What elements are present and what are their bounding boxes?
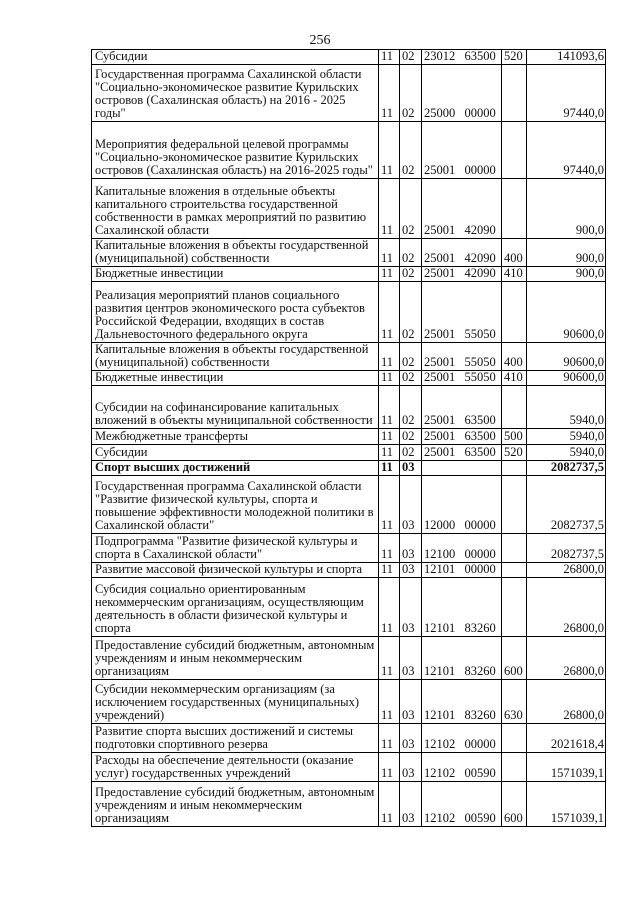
target-item-code-cell: 00000: [462, 122, 502, 179]
expense-name-cell: Спорт высших достижений: [92, 461, 379, 476]
expense-type-code-cell: [502, 753, 527, 782]
table-row: [92, 343, 606, 371]
expense-type-code-cell: 410: [502, 371, 527, 386]
target-item-code-cell: 55050: [462, 343, 502, 371]
target-item-code-cell: 00000: [462, 476, 502, 534]
target-item-code-cell: [462, 461, 502, 476]
amount-cell: 1571039,1: [527, 782, 606, 827]
expense-name-cell: Субсидии: [92, 50, 379, 65]
target-item-code-cell: 63500: [462, 386, 502, 429]
program-code-cell: 25001: [422, 386, 462, 429]
target-item-code-cell: 00000: [462, 563, 502, 578]
subsection-code-cell: 02: [400, 50, 422, 65]
program-code-cell: 25001: [422, 239, 462, 267]
program-code-cell: 25001: [422, 267, 462, 282]
subsection-code-cell: 02: [400, 282, 422, 343]
table-row: [92, 267, 606, 282]
program-code-cell: 12102: [422, 753, 462, 782]
table-row: [92, 386, 606, 429]
expense-name-cell: Предоставление субсидий бюджетным, автономным учреждениям и иным некоммерческим организациям: [92, 782, 379, 827]
table-row: [92, 782, 606, 827]
program-code-cell: 12101: [422, 680, 462, 724]
amount-cell: 90600,0: [527, 282, 606, 343]
expense-type-code-cell: 600: [502, 637, 527, 680]
target-item-code-cell: 83260: [462, 680, 502, 724]
program-code-cell: 25001: [422, 371, 462, 386]
subsection-code-cell: 03: [400, 753, 422, 782]
page-number: 256: [309, 33, 331, 48]
target-item-code-cell: 42090: [462, 239, 502, 267]
target-item-code-cell: 63500: [462, 429, 502, 445]
subsection-code-cell: 02: [400, 122, 422, 179]
program-code-cell: 12000: [422, 476, 462, 534]
expense-type-code-cell: 520: [502, 445, 527, 461]
subsection-code-cell: 03: [400, 461, 422, 476]
subsection-code-cell: 02: [400, 386, 422, 429]
section-code-cell: 11: [379, 429, 400, 445]
subsection-code-cell: 02: [400, 179, 422, 239]
subsection-code-cell: 02: [400, 445, 422, 461]
expense-name-cell: Субсидия социально ориентированным некоммерческим организациям, осуществляющим деятельность в области физической культуры и спорта: [92, 578, 379, 637]
program-code-cell: 25001: [422, 343, 462, 371]
target-item-code-cell: 63500: [462, 50, 502, 65]
expense-name-cell: Государственная программа Сахалинской области "Социально-экономическое развитие Курильских островов (Сахалинская область) на 2016 - 2025 годы": [92, 65, 379, 122]
section-code-cell: 11: [379, 445, 400, 461]
section-code-cell: 11: [379, 282, 400, 343]
program-code-cell: 25001: [422, 179, 462, 239]
expense-name-cell: Межбюджетные трансферты: [92, 429, 379, 445]
table-row: [92, 578, 606, 637]
table-row: [92, 534, 606, 563]
target-item-code-cell: 42090: [462, 179, 502, 239]
expense-name-cell: Капитальные вложения в объекты государственной (муниципальной) собственности: [92, 343, 379, 371]
subsection-code-cell: 02: [400, 371, 422, 386]
expense-type-code-cell: 520: [502, 50, 527, 65]
expense-type-code-cell: 600: [502, 782, 527, 827]
budget-table-body: [92, 50, 606, 827]
target-item-code-cell: 55050: [462, 282, 502, 343]
section-code-cell: 11: [379, 534, 400, 563]
amount-cell: 26800,0: [527, 680, 606, 724]
amount-cell: 900,0: [527, 179, 606, 239]
expense-type-code-cell: [502, 461, 527, 476]
section-code-cell: 11: [379, 680, 400, 724]
program-code-cell: [422, 461, 462, 476]
budget-table: [91, 49, 606, 827]
amount-cell: 2082737,5: [527, 461, 606, 476]
expense-name-cell: Капитальные вложения в отдельные объекты капитального строительства государственной собственности в рамках мероприятий по развитию Сахалинской области: [92, 179, 379, 239]
section-code-cell: 11: [379, 724, 400, 753]
table-row: [92, 680, 606, 724]
expense-type-code-cell: 630: [502, 680, 527, 724]
amount-cell: 2082737,5: [527, 476, 606, 534]
section-code-cell: 11: [379, 267, 400, 282]
program-code-cell: 23012: [422, 50, 462, 65]
table-row: [92, 724, 606, 753]
table-row: [92, 239, 606, 267]
amount-cell: 90600,0: [527, 371, 606, 386]
subsection-code-cell: 02: [400, 429, 422, 445]
target-item-code-cell: 00000: [462, 65, 502, 122]
target-item-code-cell: 00590: [462, 782, 502, 827]
subsection-code-cell: 03: [400, 534, 422, 563]
target-item-code-cell: 42090: [462, 267, 502, 282]
table-row: [92, 563, 606, 578]
program-code-cell: 25001: [422, 122, 462, 179]
subsection-code-cell: 02: [400, 239, 422, 267]
program-code-cell: 12101: [422, 637, 462, 680]
amount-cell: 141093,6: [527, 50, 606, 65]
expense-type-code-cell: 400: [502, 239, 527, 267]
subsection-code-cell: 03: [400, 476, 422, 534]
program-code-cell: 25001: [422, 429, 462, 445]
section-code-cell: 11: [379, 563, 400, 578]
section-code-cell: 11: [379, 753, 400, 782]
expense-type-code-cell: [502, 563, 527, 578]
subsection-code-cell: 02: [400, 65, 422, 122]
amount-cell: 90600,0: [527, 343, 606, 371]
subsection-code-cell: 03: [400, 782, 422, 827]
table-row: [92, 476, 606, 534]
expense-name-cell: Бюджетные инвестиции: [92, 371, 379, 386]
amount-cell: 26800,0: [527, 637, 606, 680]
table-row: [92, 65, 606, 122]
expense-name-cell: Развитие спорта высших достижений и системы подготовки спортивного резерва: [92, 724, 379, 753]
program-code-cell: 12100: [422, 534, 462, 563]
table-row: [92, 371, 606, 386]
target-item-code-cell: 00000: [462, 534, 502, 563]
target-item-code-cell: 83260: [462, 637, 502, 680]
expense-type-code-cell: [502, 122, 527, 179]
amount-cell: 900,0: [527, 239, 606, 267]
subsection-code-cell: 03: [400, 578, 422, 637]
amount-cell: 97440,0: [527, 122, 606, 179]
amount-cell: 97440,0: [527, 65, 606, 122]
expense-name-cell: Субсидии некоммерческим организациям (за исключением государственных (муниципальных) учреждений): [92, 680, 379, 724]
expense-name-cell: Мероприятия федеральной целевой программы "Социально-экономическое развитие Курильских островов (Сахалинская область) на 2016-2025 годы": [92, 122, 379, 179]
program-code-cell: 12102: [422, 724, 462, 753]
section-code-cell: 11: [379, 476, 400, 534]
expense-type-code-cell: [502, 282, 527, 343]
amount-cell: 26800,0: [527, 578, 606, 637]
section-code-cell: 11: [379, 343, 400, 371]
expense-name-cell: Капитальные вложения в объекты государственной (муниципальной) собственности: [92, 239, 379, 267]
expense-name-cell: Развитие массовой физической культуры и спорта: [92, 563, 379, 578]
table-row: [92, 637, 606, 680]
section-code-cell: 11: [379, 179, 400, 239]
table-row: [92, 445, 606, 461]
target-item-code-cell: 00590: [462, 753, 502, 782]
expense-name-cell: Государственная программа Сахалинской области "Развитие физической культуры, спорта и повышение эффективности молодежной политики в Сахалинской области": [92, 476, 379, 534]
section-code-cell: 11: [379, 371, 400, 386]
subsection-code-cell: 03: [400, 724, 422, 753]
expense-name-cell: Реализация мероприятий планов социального развития центров экономического роста субъектов Российской Федерации, входящих в состав Дальневосточного федерального округа: [92, 282, 379, 343]
amount-cell: 900,0: [527, 267, 606, 282]
section-code-cell: 11: [379, 239, 400, 267]
subsection-code-cell: 02: [400, 343, 422, 371]
section-code-cell: 11: [379, 122, 400, 179]
amount-cell: 2021618,4: [527, 724, 606, 753]
target-item-code-cell: 83260: [462, 578, 502, 637]
program-code-cell: 12101: [422, 578, 462, 637]
subsection-code-cell: 02: [400, 267, 422, 282]
expense-name-cell: Субсидии на софинансирование капитальных вложений в объекты муниципальной собственности: [92, 386, 379, 429]
program-code-cell: 12101: [422, 563, 462, 578]
amount-cell: 5940,0: [527, 429, 606, 445]
table-row: [92, 50, 606, 65]
table-row: [92, 282, 606, 343]
expense-type-code-cell: [502, 476, 527, 534]
expense-name-cell: Бюджетные инвестиции: [92, 267, 379, 282]
expense-name-cell: Субсидии: [92, 445, 379, 461]
expense-type-code-cell: [502, 179, 527, 239]
expense-name-cell: Расходы на обеспечение деятельности (оказание услуг) государственных учреждений: [92, 753, 379, 782]
expense-name-cell: Подпрограмма "Развитие физической культуры и спорта в Сахалинской области": [92, 534, 379, 563]
section-code-cell: 11: [379, 637, 400, 680]
table-row: [92, 461, 606, 476]
section-code-cell: 11: [379, 782, 400, 827]
expense-type-code-cell: [502, 386, 527, 429]
expense-name-cell: Предоставление субсидий бюджетным, автономным учреждениям и иным некоммерческим организациям: [92, 637, 379, 680]
target-item-code-cell: 00000: [462, 724, 502, 753]
expense-type-code-cell: [502, 534, 527, 563]
program-code-cell: 25001: [422, 282, 462, 343]
amount-cell: 5940,0: [527, 445, 606, 461]
section-code-cell: 11: [379, 50, 400, 65]
expense-type-code-cell: 410: [502, 267, 527, 282]
table-row: [92, 179, 606, 239]
subsection-code-cell: 03: [400, 563, 422, 578]
amount-cell: 1571039,1: [527, 753, 606, 782]
table-row: [92, 122, 606, 179]
expense-type-code-cell: 400: [502, 343, 527, 371]
expense-type-code-cell: [502, 65, 527, 122]
program-code-cell: 12102: [422, 782, 462, 827]
table-row: [92, 429, 606, 445]
expense-type-code-cell: [502, 578, 527, 637]
subsection-code-cell: 03: [400, 637, 422, 680]
amount-cell: 2082737,5: [527, 534, 606, 563]
program-code-cell: 25000: [422, 65, 462, 122]
target-item-code-cell: 63500: [462, 445, 502, 461]
target-item-code-cell: 55050: [462, 371, 502, 386]
expense-type-code-cell: 500: [502, 429, 527, 445]
section-code-cell: 11: [379, 461, 400, 476]
section-code-cell: 11: [379, 65, 400, 122]
expense-type-code-cell: [502, 724, 527, 753]
section-code-cell: 11: [379, 386, 400, 429]
subsection-code-cell: 03: [400, 680, 422, 724]
amount-cell: 26800,0: [527, 563, 606, 578]
section-code-cell: 11: [379, 578, 400, 637]
program-code-cell: 25001: [422, 445, 462, 461]
amount-cell: 5940,0: [527, 386, 606, 429]
table-row: [92, 753, 606, 782]
